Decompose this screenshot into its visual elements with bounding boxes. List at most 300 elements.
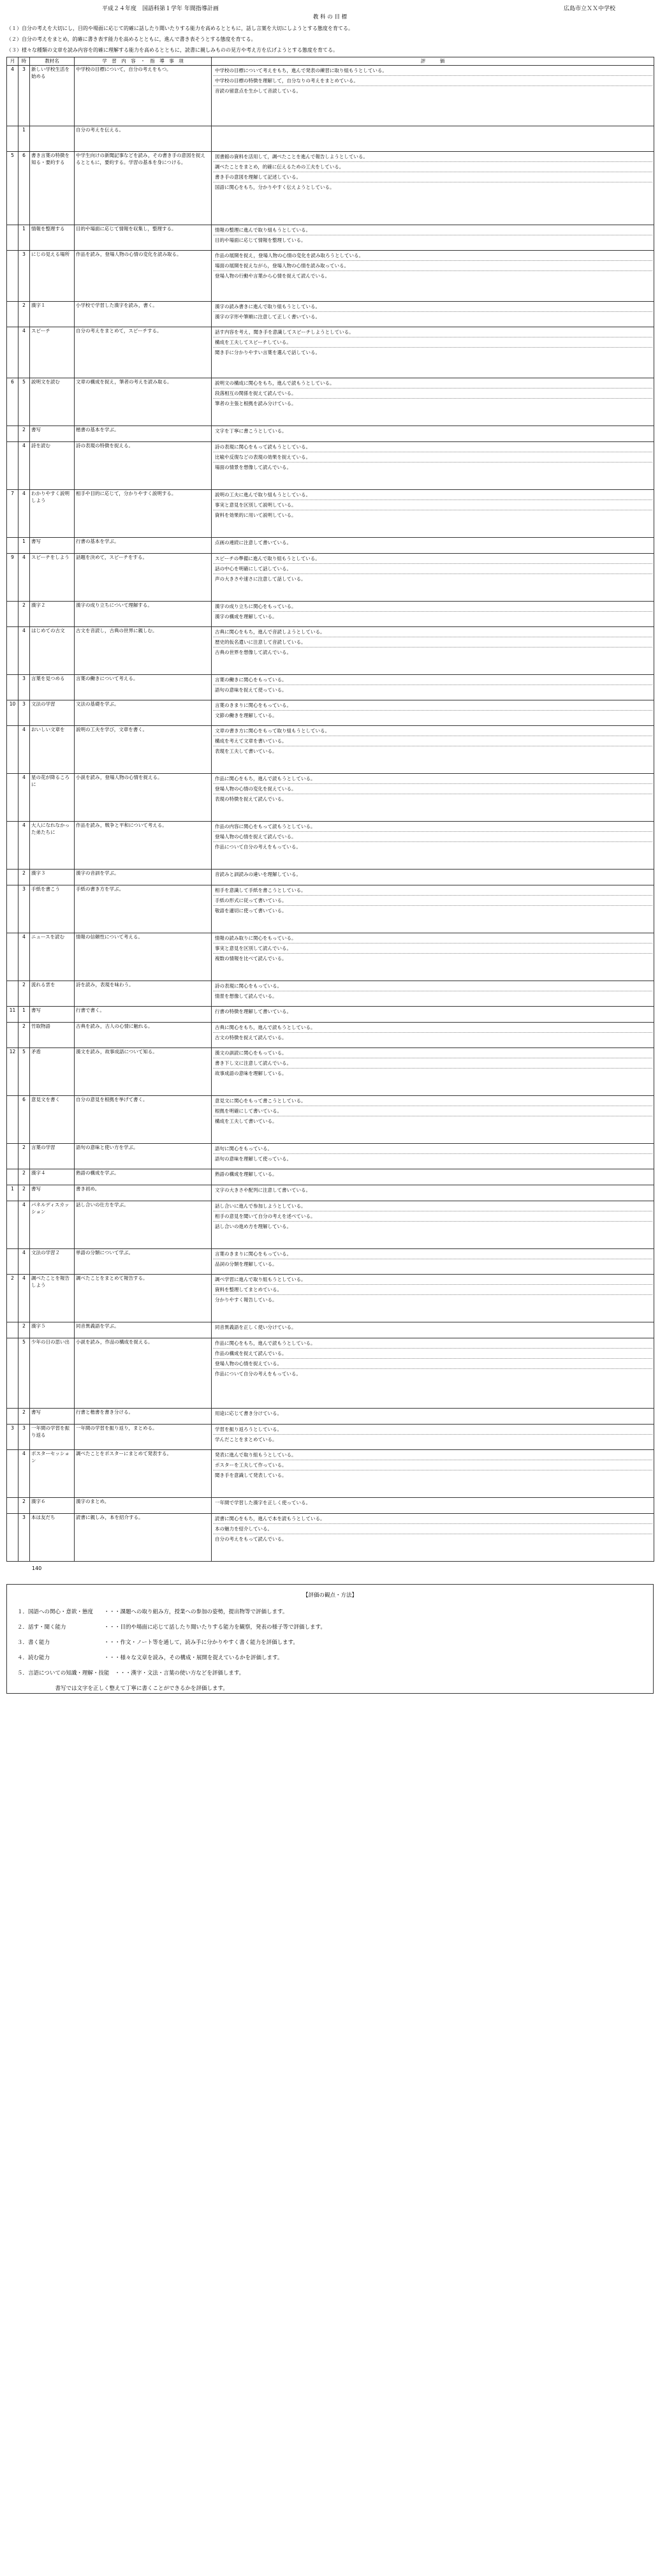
unit-cell: 書き言葉の特徴を知る・要約する: [30, 152, 75, 225]
month-cell: [7, 302, 18, 327]
table-row: [7, 981, 654, 1007]
eval-item: 語句の意味を捉えて使っている。: [215, 687, 287, 693]
eval-item: 話し合いに進んで参加しようとしている。: [213, 1201, 652, 1211]
page: [6, 0, 654, 1694]
eval-item: 作品について自分の考えをもっている。: [215, 1371, 301, 1377]
table-row: [7, 1409, 654, 1425]
unit-cell: 手紙を書こう: [30, 885, 75, 933]
eval-item: 登場人物の心情を捉えている。: [213, 1359, 652, 1369]
hours-cell: 2: [18, 1185, 30, 1201]
col-unit: 教材名: [30, 57, 75, 66]
unit-cell: 言葉を見つめる: [30, 675, 75, 700]
table-row: [7, 378, 654, 426]
eval-item: 品詞の分類を理解している。: [215, 1261, 277, 1267]
unit-cell: 流れる雲を: [30, 981, 75, 1007]
eval-cell: [212, 1201, 654, 1249]
eval-item: 言葉の働きに関心をもっている。: [213, 675, 652, 685]
eval-item: 段落相互の関係を捉えて読んでいる。: [213, 389, 652, 399]
eval-item: 点画の連続に注意して書いている。: [215, 540, 291, 545]
table-row: [7, 1201, 654, 1249]
hours-cell: 2: [18, 1023, 30, 1048]
content-cell: 詩の表現の特徴を捉える。: [75, 442, 212, 490]
eval-item: 古典に関心をもち，進んで読もうとしている。: [213, 1023, 652, 1033]
hours-cell: 1: [18, 1007, 30, 1023]
eval-item: 音読の留意点を生かして音読している。: [215, 88, 301, 94]
eval-cell: [212, 774, 654, 822]
content-cell: 読書に親しみ，本を紹介する。: [75, 1514, 212, 1562]
legend-title: 【評価の観点・方法】: [302, 1592, 357, 1599]
unit-cell: はじめての古文: [30, 627, 75, 675]
hours-cell: 1: [18, 126, 30, 152]
col-eval: 評 価: [212, 57, 654, 66]
table-row: [7, 126, 654, 152]
hours-cell: 3: [18, 885, 30, 933]
hours-cell: 2: [18, 602, 30, 627]
hours-cell: 2: [18, 1498, 30, 1514]
eval-item: 読書に関心をもち，進んで本を読もうとしている。: [213, 1514, 652, 1524]
eval-item: 筆者の主張と根拠を読み分けている。: [215, 401, 297, 406]
content-cell: 自分の考えをまとめて，スピーチする。: [75, 327, 212, 378]
eval-cell: [212, 490, 654, 538]
content-cell: 書き初め。: [75, 1185, 212, 1201]
content-cell: 目的や場面に応じて情報を収集し，整理する。: [75, 225, 212, 251]
table-row: [7, 1023, 654, 1048]
eval-cell: [212, 554, 654, 602]
month-cell: [7, 1450, 18, 1498]
table-row: [7, 1425, 654, 1450]
eval-item: 分かりやすく報告している。: [215, 1297, 277, 1303]
eval-cell: [212, 378, 654, 426]
eval-item: 漢字の成り立ちに関心をもっている。: [213, 602, 652, 612]
eval-cell: [212, 1169, 654, 1185]
eval-item: 情報の整理に進んで取り組もうとしている。: [213, 225, 652, 235]
table-row: [7, 675, 654, 700]
eval-item: 古典の世界を想像して読んでいる。: [215, 649, 291, 655]
content-cell: 一年間の学習を振り返り，まとめる。: [75, 1425, 212, 1450]
eval-cell: [212, 627, 654, 675]
unit-cell: 書写: [30, 538, 75, 554]
eval-cell: [212, 302, 654, 327]
eval-item: 文章の書き方に関心をもって取り組もうとしている。: [213, 726, 652, 736]
unit-cell: 書写: [30, 1007, 75, 1023]
eval-cell: [212, 327, 654, 378]
content-cell: 説明の工夫を学び，文章を書く。: [75, 726, 212, 774]
eval-cell: [212, 1498, 654, 1514]
month-cell: [7, 1409, 18, 1425]
hours-cell: 4: [18, 554, 30, 602]
eval-item: 古典に関心をもち，進んで音読しようとしている。: [213, 627, 652, 637]
legend-item: ５．言語についての知識・理解・技能 ・・・漢字・文法・言葉の使い方などを評価します。: [17, 1670, 245, 1677]
unit-cell: 本は友だち: [30, 1514, 75, 1562]
content-cell: 語句の意味と使い方を学ぶ。: [75, 1144, 212, 1169]
unit-cell: 調べたことを報告しよう: [30, 1275, 75, 1322]
month-cell: 6: [7, 378, 18, 426]
unit-cell: 竹取物語: [30, 1023, 75, 1048]
table-row: [7, 225, 654, 251]
eval-item: 用途に応じて書き分けている。: [215, 1410, 282, 1416]
eval-item: 中学校の目標の特徴を理解して，自分なりの考えをまとめている。: [213, 76, 652, 86]
eval-item: 調べ学習に進んで取り組もうとしている。: [213, 1275, 652, 1285]
eval-cell: [212, 885, 654, 933]
legend-items: [17, 1608, 643, 1699]
table-row: [7, 442, 654, 490]
eval-cell: [212, 1007, 654, 1023]
content-cell: 作品を読み，登場人物の心情の変化を読み取る。: [75, 251, 212, 302]
content-cell: 自分の意見を根拠を挙げて書く。: [75, 1096, 212, 1144]
eval-item: 語句に関心をもっている。: [213, 1144, 652, 1154]
eval-cell: [212, 152, 654, 225]
unit-cell: 漢字５: [30, 1322, 75, 1338]
eval-item: 詩の表現に関心をもっている。: [213, 981, 652, 991]
eval-item: 文節の働きを理解している。: [215, 713, 277, 718]
eval-item: 相手の意見を聞いて自分の考えを述べている。: [213, 1211, 652, 1222]
table-row: [7, 1322, 654, 1338]
table-row: [7, 1144, 654, 1169]
unit-cell: スピーチ: [30, 327, 75, 378]
unit-cell: 書写: [30, 1185, 75, 1201]
eval-item: 言葉のきまりに関心をもっている。: [213, 1249, 652, 1259]
month-cell: [7, 870, 18, 885]
month-cell: 5: [7, 152, 18, 225]
unit-cell: パネルディスカッション: [30, 1201, 75, 1249]
eval-cell: [212, 126, 654, 152]
month-cell: [7, 1338, 18, 1409]
legend-item: ３．書く能力 ・・・作文・ノート等を通して，読み手に分かりやすく書く能力を評価します。: [17, 1640, 298, 1646]
eval-item: 構成を考えて文章を書いている。: [213, 736, 652, 746]
hours-cell: 5: [18, 378, 30, 426]
content-cell: 中学生向けの新聞記事などを読み，その書き手の意図を捉えるとともに，要約する。学習の基本を身につける。: [75, 152, 212, 225]
eval-cell: [212, 1023, 654, 1048]
eval-item: 構成を工夫して書いている。: [215, 1118, 277, 1124]
goals: [6, 22, 654, 57]
eval-item: 作品の展開を捉え，登場人物の心情の変化を読み取ろうとしている。: [213, 251, 652, 261]
table-row: [7, 627, 654, 675]
evaluation-legend: [6, 1584, 654, 1694]
eval-cell: [212, 538, 654, 554]
content-cell: 同音異義語を学ぶ。: [75, 1322, 212, 1338]
eval-cell: [212, 1048, 654, 1096]
month-cell: [7, 822, 18, 870]
unit-cell: 文法の学習: [30, 700, 75, 726]
table-row: [7, 726, 654, 774]
unit-cell: わかりやすく説明しよう: [30, 490, 75, 538]
goal-item: （３）様々な種類の文章を読み内容を的確に理解する能力を高めるとともに，読書に親しみものの見方や考え方を広げようとする態度を育てる。: [6, 47, 338, 53]
eval-item: 場面の展開を捉えながら，登場人物の心情を読み取っている。: [213, 261, 652, 271]
eval-cell: [212, 66, 654, 126]
eval-item: 事実と意見を区別して説明している。: [213, 500, 652, 510]
eval-item: 自分の考えをもって読んでいる。: [215, 1536, 287, 1542]
month-cell: 9: [7, 554, 18, 602]
unit-cell: 説明文を読む: [30, 378, 75, 426]
month-cell: [7, 1201, 18, 1249]
table-header-row: [7, 57, 654, 66]
unit-cell: ニュースを読む: [30, 933, 75, 981]
eval-item: 漢字の構成を理解している。: [215, 614, 277, 619]
table-row: [7, 885, 654, 933]
hours-cell: 4: [18, 442, 30, 490]
eval-item: 意見文に関心をもって書こうとしている。: [213, 1096, 652, 1106]
eval-cell: [212, 933, 654, 981]
eval-item: 作品に関心をもち，進んで読もうとしている。: [213, 774, 652, 784]
eval-item: 行書の特徴を理解して書いている。: [215, 1009, 291, 1014]
month-cell: [7, 1498, 18, 1514]
hours-cell: 6: [18, 152, 30, 225]
eval-item: 作品の構成を捉えて読んでいる。: [213, 1349, 652, 1359]
eval-item: 書き手の意図を理解して記述している。: [213, 172, 652, 182]
eval-cell: [212, 251, 654, 302]
hours-cell: 3: [18, 675, 30, 700]
content-cell: 漢字のまとめ。: [75, 1498, 212, 1514]
unit-cell: 書写: [30, 1409, 75, 1425]
unit-cell: 漢字２: [30, 602, 75, 627]
hours-cell: 4: [18, 774, 30, 822]
month-cell: [7, 225, 18, 251]
eval-item: 書き下し文に注意して読んでいる。: [213, 1058, 652, 1069]
eval-item: 言葉のきまりに関心をもっている。: [213, 700, 652, 711]
eval-item: 文字を丁寧に書こうとしている。: [215, 428, 287, 434]
eval-item: 作品に関心をもち，進んで読もうとしている。: [213, 1338, 652, 1349]
col-hours: 時: [18, 57, 30, 66]
eval-item: 漢字の字形や筆順に注意して正しく書いている。: [215, 314, 320, 320]
table-row: [7, 1096, 654, 1144]
table-row: [7, 1498, 654, 1514]
eval-item: 漢字の読み書きに進んで取り組もうとしている。: [213, 302, 652, 312]
month-cell: [7, 1023, 18, 1048]
unit-cell: 一年間の学習を振り返る: [30, 1425, 75, 1450]
month-cell: [7, 1169, 18, 1185]
eval-item: 資料を整理してまとめている。: [213, 1285, 652, 1295]
eval-cell: [212, 1514, 654, 1562]
content-cell: 文章の構成を捉え，筆者の考えを読み取る。: [75, 378, 212, 426]
eval-cell: [212, 1144, 654, 1169]
hours-cell: 4: [18, 1450, 30, 1498]
month-cell: 12: [7, 1048, 18, 1096]
table-row: [7, 426, 654, 442]
eval-item: 声の大きさや速さに注意して話している。: [215, 576, 306, 582]
table-row: [7, 554, 654, 602]
month-cell: [7, 602, 18, 627]
eval-item: 複数の情報を比べて読んでいる。: [215, 956, 287, 961]
table-row: [7, 1169, 654, 1185]
unit-cell: 矛盾: [30, 1048, 75, 1096]
eval-item: 漢文の訓読に関心をもっている。: [213, 1048, 652, 1058]
header: [6, 0, 654, 13]
eval-item: 同音異義語を正しく使い分けている。: [215, 1324, 297, 1330]
month-cell: [7, 1144, 18, 1169]
hours-cell: 3: [18, 700, 30, 726]
eval-cell: [212, 1249, 654, 1275]
eval-item: 話し合いの進め方を理解している。: [215, 1224, 291, 1229]
unit-cell: 書写: [30, 426, 75, 442]
hours-cell: 2: [18, 1169, 30, 1185]
content-cell: 小説を読み，登場人物の心情を捉える。: [75, 774, 212, 822]
unit-cell: 詩を読む: [30, 442, 75, 490]
month-cell: [7, 327, 18, 378]
eval-item: 登場人物の心情を捉えて読んでいる。: [213, 832, 652, 842]
eval-item: 登場人物の行動や言葉から心情を捉えて読んでいる。: [215, 273, 330, 279]
month-cell: [7, 1096, 18, 1144]
eval-cell: [212, 870, 654, 885]
hours-cell: 3: [18, 66, 30, 126]
content-cell: 古文を音読し，古典の世界に親しむ。: [75, 627, 212, 675]
unit-cell: 意見文を書く: [30, 1096, 75, 1144]
table-row: [7, 302, 654, 327]
content-cell: 話し合いの仕方を学ぶ。: [75, 1201, 212, 1249]
eval-item: 手紙の形式に従って書いている。: [213, 896, 652, 906]
hours-cell: 4: [18, 1249, 30, 1275]
eval-item: 音読みと訓読みの違いを理解している。: [215, 871, 301, 877]
legend-item: ４．読む能力 ・・・様々な文章を読み，その構成・展開を捉えているかを評価します。: [17, 1655, 283, 1661]
unit-cell: 大人になれなかった弟たちに: [30, 822, 75, 870]
eval-item: 目的や場面に応じて情報を整理している。: [215, 237, 306, 243]
month-cell: [7, 675, 18, 700]
eval-cell: [212, 602, 654, 627]
unit-cell: おいしい文章を: [30, 726, 75, 774]
month-cell: [7, 627, 18, 675]
hours-cell: 4: [18, 1275, 30, 1322]
table-row: [7, 1514, 654, 1562]
eval-item: 説明の工夫に進んで取り組もうとしている。: [213, 490, 652, 500]
eval-item: 資料を効果的に用いて説明している。: [215, 512, 297, 518]
eval-item: 表現の特徴を捉えて読んでいる。: [215, 796, 287, 802]
content-cell: 調べたことをポスターにまとめて発表する。: [75, 1450, 212, 1498]
table-row: [7, 490, 654, 538]
table-row: [7, 538, 654, 554]
eval-item: 古文の特徴を捉えて読んでいる。: [215, 1035, 287, 1040]
eval-item: 聞き手を意識して発表している。: [215, 1472, 287, 1478]
table-row: [7, 933, 654, 981]
eval-item: 事実と意見を区別して読んでいる。: [213, 944, 652, 954]
month-cell: [7, 1514, 18, 1562]
table-row: [7, 1450, 654, 1498]
eval-cell: [212, 1322, 654, 1338]
hours-cell: 1: [18, 225, 30, 251]
content-cell: 熟語の構成を学ぶ。: [75, 1169, 212, 1185]
eval-cell: [212, 426, 654, 442]
eval-cell: [212, 675, 654, 700]
eval-cell: [212, 225, 654, 251]
hours-cell: 3: [18, 1514, 30, 1562]
eval-item: 調べたことをまとめ，的確に伝えるための工夫をしている。: [213, 162, 652, 172]
unit-cell: 漢字３: [30, 870, 75, 885]
table-body: [7, 66, 654, 1562]
eval-cell: [212, 442, 654, 490]
hours-cell: 3: [18, 251, 30, 302]
eval-cell: [212, 1338, 654, 1409]
unit-cell: 文法の学習２: [30, 1249, 75, 1275]
eval-item: 話の中心を明確にして話している。: [213, 564, 652, 574]
hours-cell: 1: [18, 538, 30, 554]
content-cell: 詩を読み，表現を味わう。: [75, 981, 212, 1007]
month-cell: [7, 933, 18, 981]
eval-item: 故事成語の意味を理解している。: [215, 1070, 287, 1076]
table-row: [7, 1007, 654, 1023]
hours-cell: 4: [18, 933, 30, 981]
content-cell: 漢字の成り立ちについて理解する。: [75, 602, 212, 627]
hours-cell: 4: [18, 327, 30, 378]
table-row: [7, 66, 654, 126]
month-cell: [7, 442, 18, 490]
eval-item: 登場人物の心情の変化を捉えている。: [213, 784, 652, 794]
table-row: [7, 1185, 654, 1201]
unit-cell: 情報を整理する: [30, 225, 75, 251]
hours-cell: 2: [18, 870, 30, 885]
legend-item: 書写では文字を正しく整えて丁寧に書くことができるかを評価します。: [17, 1685, 228, 1692]
eval-item: スピーチの準備に進んで取り組もうとしている。: [213, 554, 652, 564]
eval-item: 中学校の目標について考えをもち，進んで発表の練習に取り組もうとしている。: [213, 66, 652, 76]
unit-cell: 新しい学校生活を始める: [30, 66, 75, 126]
table-row: [7, 822, 654, 870]
unit-cell: 漢字１: [30, 302, 75, 327]
hours-cell: 4: [18, 1201, 30, 1249]
table-row: [7, 1048, 654, 1096]
content-cell: 小説を読み，作品の構成を捉える。: [75, 1338, 212, 1409]
content-cell: 漢文を読み，故事成語について知る。: [75, 1048, 212, 1096]
eval-item: 国語に関心をもち，分かりやすく伝えようとしている。: [215, 184, 335, 190]
eval-item: 構成を工夫してスピーチしている。: [213, 337, 652, 348]
unit-cell: ポスターセッション: [30, 1450, 75, 1498]
month-cell: [7, 426, 18, 442]
content-cell: 手紙の書き方を学ぶ。: [75, 885, 212, 933]
hours-cell: 2: [18, 302, 30, 327]
eval-cell: [212, 981, 654, 1007]
unit-cell: 漢字６: [30, 1498, 75, 1514]
hours-cell: 4: [18, 822, 30, 870]
unit-cell: 星の花が降るころに: [30, 774, 75, 822]
month-cell: 3: [7, 1425, 18, 1450]
unit-cell: 言葉の学習: [30, 1144, 75, 1169]
content-cell: 漢字の音訓を学ぶ。: [75, 870, 212, 885]
month-cell: 1: [7, 1185, 18, 1201]
table-row: [7, 152, 654, 225]
eval-item: 詩の表現に関心をもって読もうとしている。: [213, 442, 652, 452]
eval-item: 相手を意識して手紙を書こうとしている。: [213, 885, 652, 896]
content-cell: 小学校で学習した漢字を読み，書く。: [75, 302, 212, 327]
content-cell: 調べたことをまとめて報告する。: [75, 1275, 212, 1322]
eval-item: 本の魅力を紹介している。: [213, 1524, 652, 1534]
goal-item: （２）自分の考えをまとめ，的確に書き表す能力を高めるとともに，進んで書き表そうとする態度を育てる。: [6, 36, 256, 42]
eval-cell: [212, 726, 654, 774]
eval-cell: [212, 1450, 654, 1498]
doc-title: 平成２４年度 国語科第１学年 年間指導計画: [102, 6, 219, 12]
goal-title: 教 科 の 目 標: [312, 14, 348, 20]
content-cell: 行書と楷書を書き分ける。: [75, 1409, 212, 1425]
content-cell: 話題を決めて，スピーチをする。: [75, 554, 212, 602]
hours-cell: 2: [18, 981, 30, 1007]
month-cell: [7, 1322, 18, 1338]
unit-cell: 漢字４: [30, 1169, 75, 1185]
eval-item: 一年間で学習した漢字を正しく使っている。: [215, 1500, 311, 1506]
eval-item: 根拠を明確にして書いている。: [213, 1106, 652, 1116]
eval-item: 図書館の資料を活用して，調べたことを進んで報告しようとしている。: [213, 152, 652, 162]
content-cell: 相手や目的に応じて，分かりやすく説明する。: [75, 490, 212, 538]
content-cell: 行書で書く。: [75, 1007, 212, 1023]
legend-item: ２．話す・聞く能力 ・・・目的や場面に応じて話したり聞いたりする能力を観察，発表の様子等で評価します。: [17, 1624, 326, 1631]
hours-cell: 5: [18, 1338, 30, 1409]
unit-cell: [30, 126, 75, 152]
table-row: [7, 327, 654, 378]
unit-cell: にじの見える場所: [30, 251, 75, 302]
eval-item: 学習を振り返ろうとしている。: [213, 1425, 652, 1435]
eval-item: 熟語の構成を理解している。: [215, 1171, 277, 1177]
eval-cell: [212, 700, 654, 726]
hours-cell: 4: [18, 490, 30, 538]
content-cell: 作品を読み，戦争と平和について考える。: [75, 822, 212, 870]
goal-item: （１）自分の考えを大切にし，目的や場面に応じて的確に話したり聞いたりする能力を高めるとともに，話し言葉を大切にしようとする態度を育てる。: [6, 26, 353, 31]
legend-item: １．国語への関心・意欲・態度 ・・・課題への取り組み方，授業への参加の姿勢，提出物等で評価します。: [17, 1609, 288, 1615]
page-number: 140: [32, 1566, 42, 1571]
content-cell: 言葉の働きについて考える。: [75, 675, 212, 700]
